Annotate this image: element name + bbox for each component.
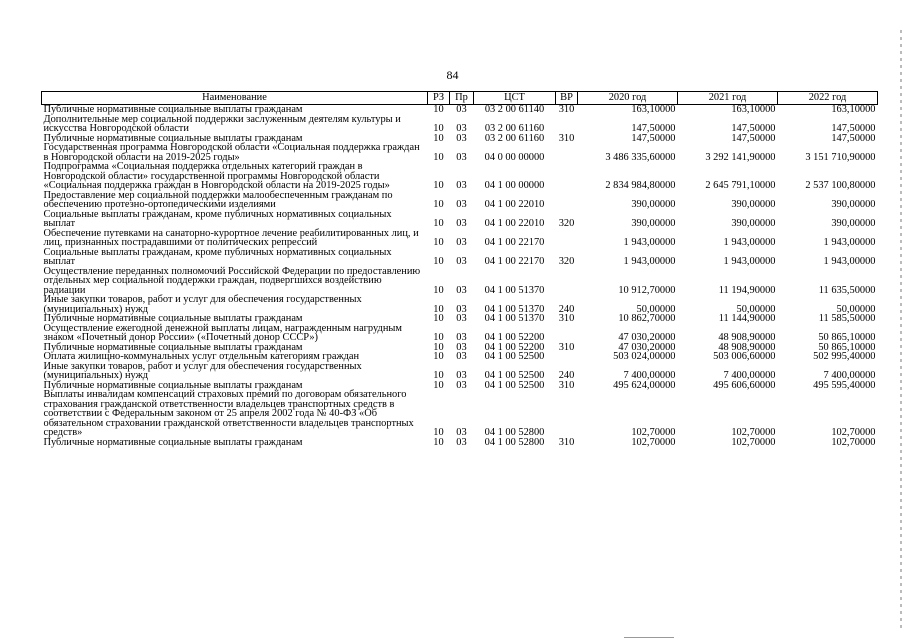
cell-name: Обеспечение путевками на санаторно-курортное лечение реабилитированных лиц, и лиц, признанных пострадавшими от политических репрессий bbox=[43, 227, 419, 248]
cell-y2021: 11 144,90000 bbox=[718, 313, 776, 324]
cell-name: Подпрограмма «Социальная поддержка отдельных категорий граждан в Новгородской области» государственной программы Новгородской области «Социальная поддержка граждан в Новгородской области на 2019-2025 годы» bbox=[43, 161, 390, 191]
cell-y2022: 390,00000 bbox=[831, 199, 876, 210]
table-row bbox=[42, 143, 878, 162]
cell-cst: 04 1 00 52800 bbox=[484, 427, 545, 438]
cell-vr bbox=[556, 324, 578, 343]
cell-vr: 310 bbox=[558, 313, 575, 324]
cell-y2020: 1 943,00000 bbox=[623, 256, 676, 267]
header-2022: 2022 год bbox=[778, 92, 878, 105]
table-row bbox=[42, 362, 878, 381]
cell-y2020: 102,70000 bbox=[631, 427, 676, 438]
cell-cst: 04 1 00 52500 bbox=[484, 379, 545, 391]
cell-cst: 04 1 00 52200 bbox=[484, 332, 545, 343]
scan-edge bbox=[900, 30, 902, 630]
table-row bbox=[42, 267, 878, 296]
cell-y2020: 47 030,20000 bbox=[618, 341, 676, 353]
cell-pr: 03 bbox=[456, 351, 467, 362]
table-row bbox=[42, 229, 878, 248]
cell-name: Оплата жилищно-коммунальных услуг отдельным категориям граждан bbox=[43, 351, 360, 362]
table-row bbox=[42, 162, 878, 191]
cell-name: Иные закупки товаров, работ и услуг для обеспечения государственных (муниципальных) нужд bbox=[43, 360, 362, 381]
cell-pr: 03 bbox=[456, 180, 467, 191]
header-rz: РЗ bbox=[428, 92, 450, 105]
cell-rz: 10 bbox=[433, 199, 444, 210]
cell-rz: 10 bbox=[433, 284, 444, 296]
cell-y2022: 3 151 710,90000 bbox=[805, 151, 876, 163]
cell-y2020: 2 834 984,80000 bbox=[605, 180, 676, 191]
table-row bbox=[42, 210, 878, 229]
cell-y2022: 147,50000 bbox=[831, 132, 876, 144]
cell-y2022: 390,00000 bbox=[831, 218, 876, 229]
cell-cst: 04 1 00 22010 bbox=[484, 199, 545, 210]
cell-rz: 10 bbox=[433, 123, 444, 134]
cell-y2021: 48 908,90000 bbox=[718, 341, 776, 353]
table-header-row bbox=[42, 92, 878, 105]
scan-mark bbox=[624, 637, 674, 638]
cell-rz: 10 bbox=[433, 218, 444, 229]
cell-y2022: 147,50000 bbox=[831, 123, 876, 134]
cell-rz: 10 bbox=[433, 341, 444, 353]
cell-name: Государственная программа Новгородской области «Социальная поддержка граждан в Новгородской области на 2019-2025 годы» bbox=[43, 142, 420, 163]
cell-vr bbox=[556, 267, 578, 296]
cell-y2021: 390,00000 bbox=[731, 199, 776, 210]
cell-y2021: 102,70000 bbox=[731, 427, 776, 438]
table-row bbox=[42, 324, 878, 343]
cell-vr bbox=[556, 390, 578, 438]
cell-y2022: 102,70000 bbox=[831, 427, 876, 438]
table-row bbox=[42, 438, 878, 448]
cell-name: Социальные выплаты гражданам, кроме публичных нормативных социальных выплат bbox=[43, 208, 392, 229]
cell-rz: 10 bbox=[433, 180, 444, 191]
cell-vr bbox=[556, 352, 578, 362]
cell-y2020: 3 486 335,60000 bbox=[605, 151, 676, 163]
cell-y2021: 1 943,00000 bbox=[723, 256, 776, 267]
cell-name: Предоставление мер социальной поддержки малообеспеченным гражданам по обеспечению протезно-ортопедическими изделиями bbox=[43, 189, 393, 210]
cell-pr: 03 bbox=[456, 132, 467, 144]
cell-name: Публичные нормативные социальные выплаты гражданам bbox=[43, 379, 303, 391]
cell-vr bbox=[556, 115, 578, 134]
cell-cst: 03 2 00 61160 bbox=[484, 132, 545, 144]
cell-rz: 10 bbox=[433, 332, 444, 343]
cell-vr: 310 bbox=[558, 436, 575, 448]
cell-y2020: 10 912,70000 bbox=[618, 284, 676, 296]
cell-pr: 03 bbox=[456, 427, 467, 438]
table-row bbox=[42, 390, 878, 438]
cell-y2021: 495 606,60000 bbox=[713, 379, 776, 391]
cell-name: Публичные нормативные социальные выплаты гражданам bbox=[43, 436, 303, 448]
cell-rz: 10 bbox=[433, 132, 444, 144]
cell-y2021: 7 400,00000 bbox=[723, 370, 776, 381]
cell-pr: 03 bbox=[456, 104, 467, 115]
cell-pr: 03 bbox=[456, 313, 467, 324]
table-row bbox=[42, 295, 878, 314]
cell-y2020: 163,10000 bbox=[631, 104, 676, 115]
cell-y2021: 163,10000 bbox=[731, 104, 776, 115]
cell-rz: 10 bbox=[433, 104, 444, 115]
cell-cst: 04 1 00 51370 bbox=[484, 303, 545, 315]
cell-y2021: 1 943,00000 bbox=[723, 237, 776, 248]
cell-vr bbox=[556, 143, 578, 162]
cell-cst: 04 1 00 51370 bbox=[484, 284, 545, 296]
cell-pr: 03 bbox=[456, 370, 467, 381]
cell-name: Осуществление переданных полномочий Российской Федерации по предоставлению отдельных мер социальной поддержки граждан, подвергшихся воздействию радиации bbox=[43, 265, 421, 296]
cell-pr: 03 bbox=[456, 151, 467, 163]
cell-cst: 04 1 00 52500 bbox=[484, 351, 545, 362]
cell-pr: 03 bbox=[456, 199, 467, 210]
cell-y2020: 147,50000 bbox=[631, 132, 676, 144]
cell-y2020: 390,00000 bbox=[631, 199, 676, 210]
cell-y2022: 163,10000 bbox=[831, 104, 876, 115]
cell-name: Публичные нормативные социальные выплаты гражданам bbox=[43, 341, 303, 353]
cell-vr bbox=[556, 191, 578, 210]
cell-cst: 04 1 00 51370 bbox=[484, 313, 545, 324]
cell-pr: 03 bbox=[456, 284, 467, 296]
cell-name: Выплаты инвалидам компенсаций страховых премий по договорам обязательного страхования гражданской ответственности владельцев транспортных средств в соответствии с Федеральным законом от 25 апреля 2002 года № 40-ФЗ «Об обязательном страховании гражданской ответственности владельцев транспортных средств» bbox=[43, 389, 414, 438]
cell-y2021: 2 645 791,10000 bbox=[705, 180, 776, 191]
cell-pr: 03 bbox=[456, 123, 467, 134]
cell-rz: 10 bbox=[433, 303, 444, 315]
table-row bbox=[42, 115, 878, 134]
cell-y2021: 390,00000 bbox=[731, 218, 776, 229]
cell-name: Иные закупки товаров, работ и услуг для обеспечения государственных (муниципальных) нужд bbox=[43, 294, 362, 315]
table-row bbox=[42, 248, 878, 267]
cell-y2021: 147,50000 bbox=[731, 132, 776, 144]
cell-rz: 10 bbox=[433, 351, 444, 362]
cell-y2022: 102,70000 bbox=[831, 436, 876, 448]
cell-vr: 240 bbox=[558, 303, 575, 315]
cell-name: Публичные нормативные социальные выплаты гражданам bbox=[43, 132, 303, 144]
cell-cst: 04 1 00 22170 bbox=[484, 256, 545, 267]
table-row bbox=[42, 105, 878, 115]
cell-name: Публичные нормативные социальные выплаты гражданам bbox=[43, 104, 303, 115]
cell-pr: 03 bbox=[456, 218, 467, 229]
cell-y2022: 2 537 100,80000 bbox=[805, 180, 876, 191]
cell-y2022: 50 865,10000 bbox=[818, 341, 876, 353]
page-number: 84 bbox=[446, 68, 459, 82]
cell-name: Осуществление ежегодной денежной выплаты лицам, награжденным нагрудным знаком «Почетный донор России» («Почетный донор СССР») bbox=[43, 322, 402, 343]
cell-y2022: 50 865,10000 bbox=[818, 332, 876, 343]
cell-y2020: 147,50000 bbox=[631, 123, 676, 134]
cell-cst: 04 1 00 22170 bbox=[484, 237, 545, 248]
cell-pr: 03 bbox=[456, 379, 467, 391]
cell-y2020: 7 400,00000 bbox=[623, 370, 676, 381]
cell-y2021: 3 292 141,90000 bbox=[705, 151, 776, 163]
cell-name: Социальные выплаты гражданам, кроме публичных нормативных социальных выплат bbox=[43, 246, 392, 267]
cell-y2020: 390,00000 bbox=[631, 218, 676, 229]
cell-y2020: 495 624,00000 bbox=[613, 379, 676, 391]
cell-cst: 04 1 00 52800 bbox=[484, 436, 545, 448]
header-name: Наименование bbox=[42, 92, 428, 105]
cell-vr: 310 bbox=[558, 104, 575, 115]
cell-rz: 10 bbox=[433, 237, 444, 248]
cell-name: Дополнительные мер социальной поддержки заслуженным деятелям культуры и искусства Новгородской области bbox=[43, 113, 401, 134]
cell-y2022: 495 595,40000 bbox=[813, 379, 876, 391]
table-row bbox=[42, 191, 878, 210]
header-2021: 2021 год bbox=[678, 92, 778, 105]
cell-rz: 10 bbox=[433, 151, 444, 163]
cell-pr: 03 bbox=[456, 436, 467, 448]
cell-vr bbox=[556, 162, 578, 191]
cell-y2022: 502 995,40000 bbox=[813, 351, 876, 362]
cell-y2020: 102,70000 bbox=[631, 436, 676, 448]
cell-cst: 04 1 00 52500 bbox=[484, 370, 545, 381]
cell-pr: 03 bbox=[456, 341, 467, 353]
cell-y2022: 1 943,00000 bbox=[823, 237, 876, 248]
header-2020: 2020 год bbox=[578, 92, 678, 105]
cell-pr: 03 bbox=[456, 332, 467, 343]
cell-y2020: 47 030,20000 bbox=[618, 332, 676, 343]
cell-vr: 310 bbox=[558, 341, 575, 353]
cell-y2020: 10 862,70000 bbox=[618, 313, 676, 324]
cell-y2021: 147,50000 bbox=[731, 123, 776, 134]
cell-pr: 03 bbox=[456, 237, 467, 248]
cell-y2021: 50,00000 bbox=[736, 303, 776, 315]
cell-vr: 320 bbox=[558, 218, 575, 229]
cell-y2020: 1 943,00000 bbox=[623, 237, 676, 248]
cell-vr: 310 bbox=[558, 132, 575, 144]
cell-y2020: 503 024,00000 bbox=[613, 351, 676, 362]
cell-rz: 10 bbox=[433, 427, 444, 438]
cell-pr: 03 bbox=[456, 303, 467, 315]
cell-name: Публичные нормативные социальные выплаты гражданам bbox=[43, 313, 303, 324]
cell-rz: 10 bbox=[433, 256, 444, 267]
cell-cst: 03 2 00 61140 bbox=[484, 104, 545, 115]
cell-vr: 320 bbox=[558, 256, 575, 267]
cell-y2022: 11 635,50000 bbox=[818, 284, 876, 296]
cell-cst: 04 0 00 00000 bbox=[484, 151, 545, 163]
cell-cst: 03 2 00 61160 bbox=[484, 123, 545, 134]
cell-y2020: 50,00000 bbox=[636, 303, 676, 315]
cell-rz: 10 bbox=[433, 313, 444, 324]
cell-cst: 04 1 00 22010 bbox=[484, 218, 545, 229]
cell-rz: 10 bbox=[433, 379, 444, 391]
cell-rz: 10 bbox=[433, 370, 444, 381]
cell-vr bbox=[556, 229, 578, 248]
cell-y2022: 1 943,00000 bbox=[823, 256, 876, 267]
header-vr: ВР bbox=[556, 92, 578, 105]
cell-y2022: 7 400,00000 bbox=[823, 370, 876, 381]
cell-cst: 04 1 00 00000 bbox=[484, 180, 545, 191]
cell-cst: 04 1 00 52200 bbox=[484, 341, 545, 353]
cell-y2022: 50,00000 bbox=[836, 303, 876, 315]
header-pr: Пр bbox=[450, 92, 474, 105]
header-cst: ЦСТ bbox=[474, 92, 556, 105]
cell-vr: 310 bbox=[558, 379, 575, 391]
cell-y2021: 503 006,60000 bbox=[713, 351, 776, 362]
cell-y2021: 102,70000 bbox=[731, 436, 776, 448]
cell-vr: 240 bbox=[558, 370, 575, 381]
cell-y2021: 48 908,90000 bbox=[718, 332, 776, 343]
cell-y2022: 11 585,50000 bbox=[818, 313, 876, 324]
cell-pr: 03 bbox=[456, 256, 467, 267]
cell-rz: 10 bbox=[433, 436, 444, 448]
cell-y2021: 11 194,90000 bbox=[718, 284, 776, 296]
budget-table bbox=[41, 91, 878, 447]
